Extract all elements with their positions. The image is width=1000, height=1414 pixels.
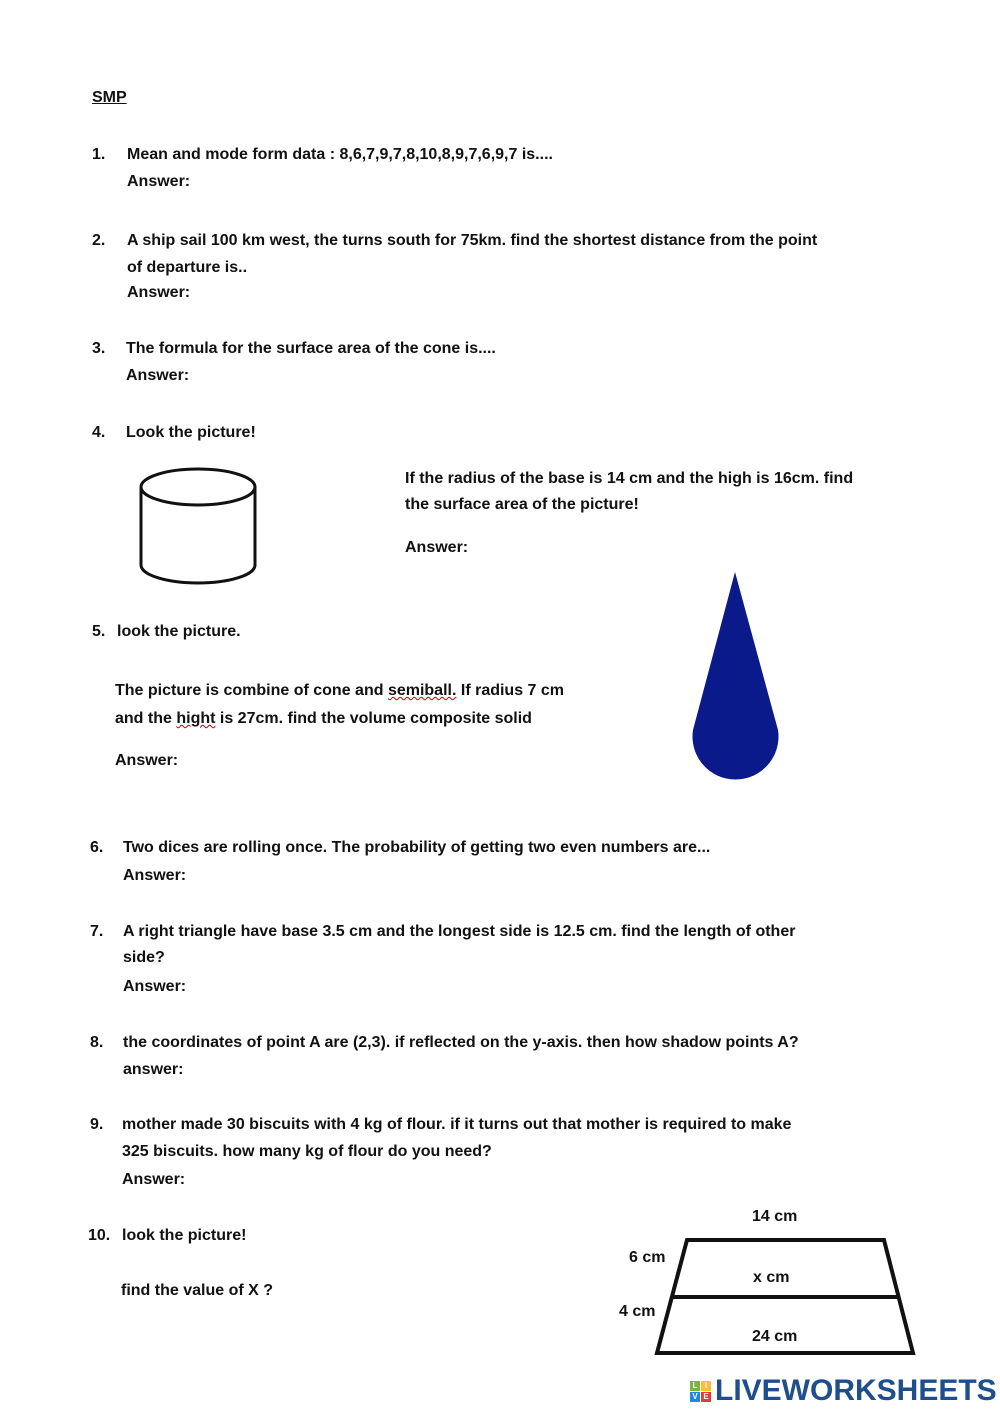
q2-text-2: of departure is.. — [127, 259, 248, 276]
q9-text: mother made 30 biscuits with 4 kg of flour. if it turns out that mother is required to make — [122, 1116, 792, 1133]
q4-number: 4. — [92, 424, 106, 441]
q6-number: 6. — [90, 839, 104, 856]
q1-answer: Answer: — [127, 173, 191, 190]
q9-text-2: 325 biscuits. how many kg of flour do you need? — [122, 1143, 492, 1160]
q5-text-2a: The picture is combine of cone and — [115, 682, 388, 699]
q2-answer: Answer: — [127, 284, 191, 301]
liveworksheets-logo — [690, 1374, 997, 1408]
trapezoid-middle-label: x cm — [753, 1269, 790, 1286]
misspelled-word: hight — [176, 710, 216, 727]
logo-text: LIVEWORKSHEETS — [715, 1374, 997, 1407]
q4-answer: Answer: — [405, 539, 469, 556]
q5-text-3b: is 27cm. find the volume composite solid — [215, 710, 532, 727]
q6-answer: Answer: — [123, 867, 187, 884]
q5-text-2b: If radius 7 cm — [456, 682, 565, 699]
cylinder-figure — [141, 469, 255, 583]
trapezoid-left-lower-label: 4 cm — [619, 1303, 656, 1320]
q10-text-2: find the value of X ? — [121, 1282, 274, 1299]
q9-answer: Answer: — [122, 1171, 186, 1188]
q7-text-2: side? — [123, 949, 165, 966]
trapezoid-left-upper-label: 6 cm — [629, 1249, 666, 1266]
worksheet-title: SMP — [92, 89, 127, 106]
q8-number: 8. — [90, 1034, 104, 1051]
logo-icon — [690, 1381, 711, 1402]
q5-answer: Answer: — [115, 752, 179, 769]
q10-text: look the picture! — [122, 1227, 247, 1244]
trapezoid-top-label: 14 cm — [752, 1208, 798, 1225]
q1-number: 1. — [92, 146, 106, 163]
q2-number: 2. — [92, 232, 106, 249]
q3-text: The formula for the surface area of the cone is.... — [126, 340, 496, 357]
misspelled-word: semiball. — [387, 682, 457, 699]
q2-text: A ship sail 100 km west, the turns south for 75km. find the shortest distance from the point — [127, 232, 818, 249]
q7-text: A right triangle have base 3.5 cm and the longest side is 12.5 cm. find the length of other — [123, 923, 796, 940]
q10-number: 10. — [88, 1227, 111, 1244]
q8-text: the coordinates of point A are (2,3). if reflected on the y-axis. then how shadow points A? — [123, 1034, 799, 1051]
q5-text-3a: and the — [115, 710, 177, 727]
q7-number: 7. — [90, 923, 104, 940]
trapezoid-bottom-label: 24 cm — [752, 1328, 798, 1345]
q4-text-2: If the radius of the base is 14 cm and the high is 16cm. find — [405, 470, 854, 487]
q4-text-3: the surface area of the picture! — [405, 496, 639, 513]
q3-number: 3. — [92, 340, 106, 357]
q6-text: Two dices are rolling once. The probability of getting two even numbers are... — [123, 839, 711, 856]
logo-letter: I — [701, 1381, 711, 1391]
q3-answer: Answer: — [126, 367, 190, 384]
q9-number: 9. — [90, 1116, 104, 1133]
logo-letter: L — [690, 1381, 700, 1391]
cone-semiball-figure — [693, 572, 779, 780]
logo-letter: E — [701, 1392, 711, 1402]
q5-number: 5. — [92, 623, 106, 640]
q7-answer: Answer: — [123, 978, 187, 995]
q8-answer: answer: — [123, 1061, 184, 1078]
q1-text: Mean and mode form data : 8,6,7,9,7,8,10,8,9,7,6,9,7 is.... — [127, 146, 553, 163]
q4-text: Look the picture! — [126, 424, 256, 441]
q5-text: look the picture. — [117, 623, 241, 640]
logo-letter: V — [690, 1392, 700, 1402]
